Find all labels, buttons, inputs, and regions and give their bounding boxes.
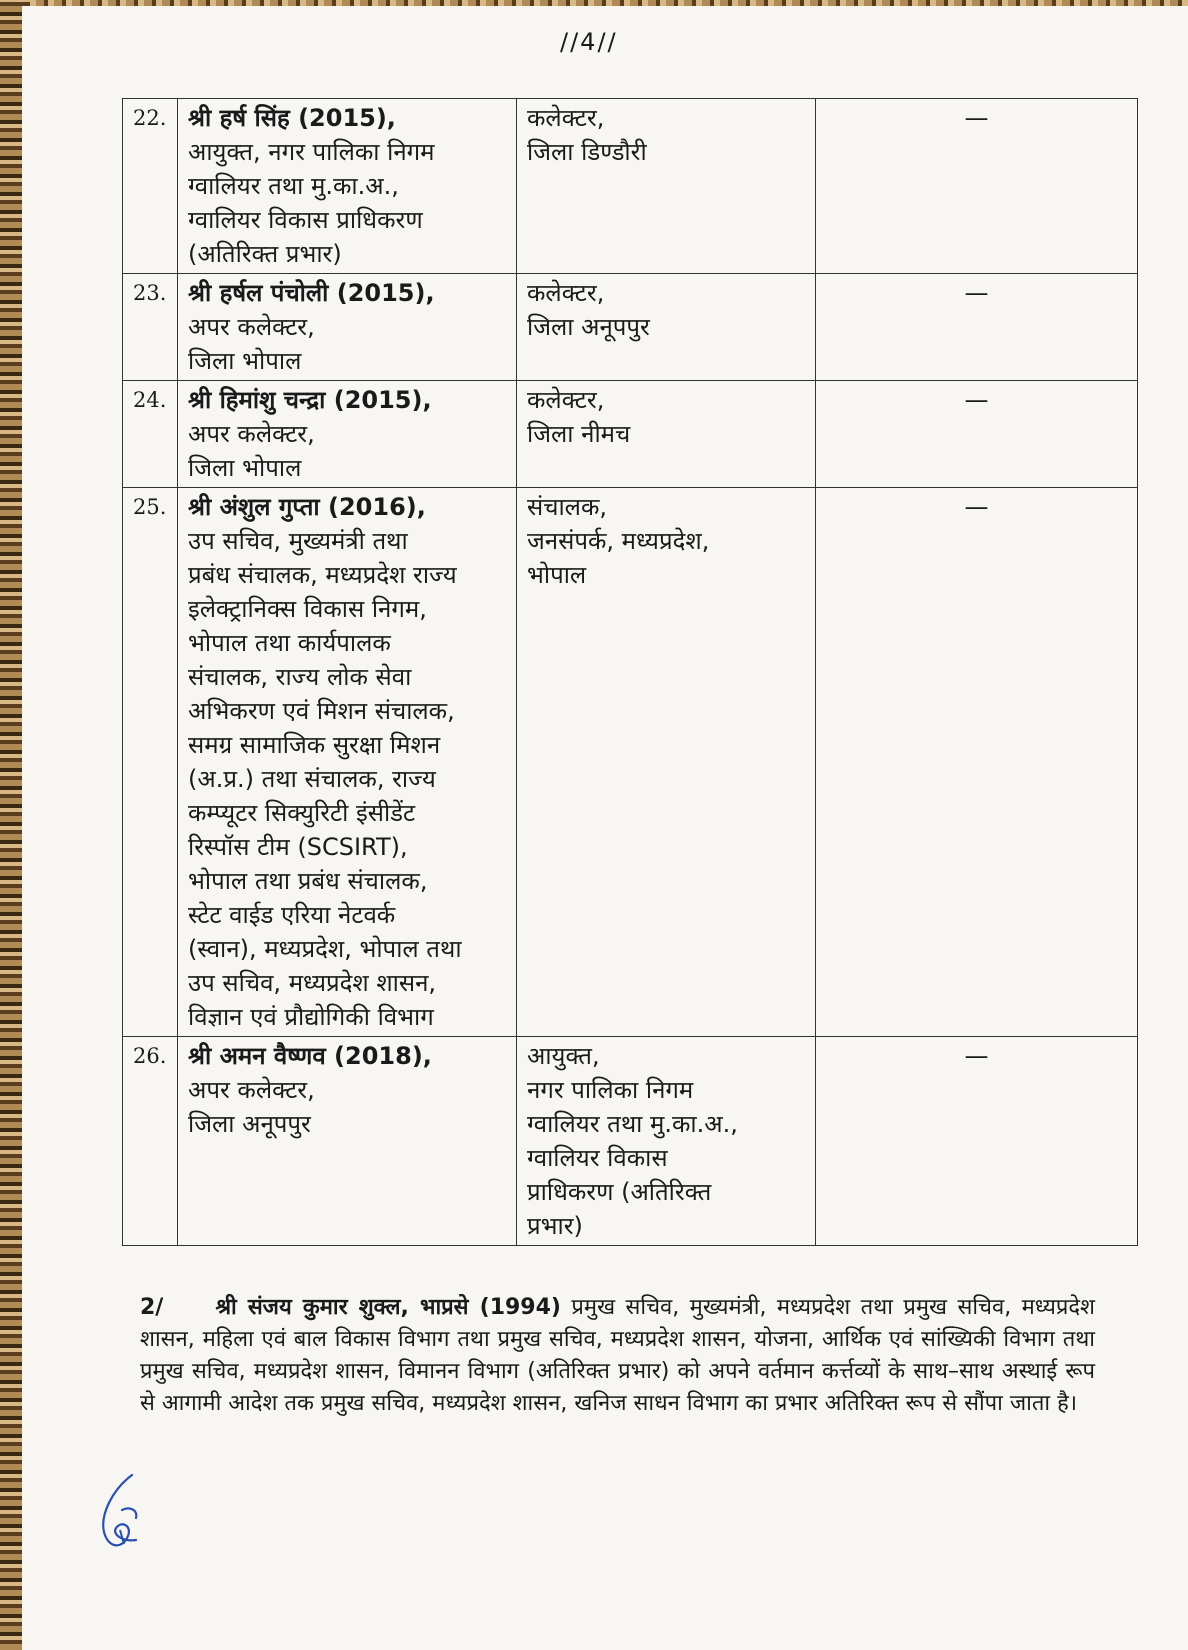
current-post-line: इलेक्ट्रानिक्स विकास निगम, — [188, 595, 427, 623]
current-post-line: भोपाल तथा प्रबंध संचालक, — [188, 867, 428, 895]
remark-cell: — — [816, 488, 1138, 1037]
current-post-line: जिला भोपाल — [188, 347, 302, 375]
current-post-line: स्टेट वाईड एरिया नेटवर्क — [188, 901, 396, 929]
current-post-line: रिस्पॉस टीम (SCSIRT), — [188, 833, 408, 861]
table-row — [123, 381, 1138, 488]
paragraph-text: प्रमुख सचिव, मुख्यमंत्री, मध्यप्रदेश तथा प्रमुख सचिव, मध्यप्रदेश शासन, महिला एवं बाल विकास विभाग तथा प्रमुख सचिव, मध्यप्रदेश शासन, योजना, आर्थिक एवं सांख्यिकी विभाग तथा प्रमुख सचिव, मध्यप्रदेश शासन, विमानन विभाग (अतिरिक्त प्रभार) को अपने वर्तमान कर्त्तव्यों के साथ–साथ अस्थाई रूप से आगामी आदेश तक प्रमुख सचिव, मध्यप्रदेश शासन, खनिज साधन विभाग का प्रभार अतिरिक्त रूप से सौंपा जाता है। — [140, 1295, 1095, 1416]
current-post-line: प्रबंध संचालक, मध्यप्रदेश राज्य — [188, 561, 457, 589]
serial-number: 22. — [123, 99, 178, 274]
new-post-cell — [517, 488, 816, 1037]
current-post-line: ग्वालियर तथा मु.का.अ., — [188, 172, 399, 200]
new-post-line: ग्वालियर विकास — [527, 1144, 668, 1172]
current-post-line: (अ.प्र.) तथा संचालक, राज्य — [188, 765, 436, 793]
new-post-line: कलेक्टर, — [527, 279, 605, 307]
officer-cell — [178, 274, 517, 381]
officer-name: श्री हर्षल पंचोली (2015), — [188, 279, 435, 307]
paragraph-prefix: 2/ — [140, 1295, 164, 1320]
new-post-line: भोपाल — [527, 561, 587, 589]
current-post-line: अभिकरण एवं मिशन संचालक, — [188, 697, 455, 725]
officer-name: श्री अमन वैष्णव (2018), — [188, 1042, 432, 1070]
serial-number: 24. — [123, 381, 178, 488]
current-post-line: ग्वालियर विकास प्राधिकरण — [188, 206, 423, 234]
current-post-line: (अतिरिक्त प्रभार) — [188, 240, 342, 268]
current-post-line: भोपाल तथा कार्यपालक — [188, 629, 391, 657]
table-row — [123, 488, 1138, 1037]
new-post-line: कलेक्टर, — [527, 104, 605, 132]
new-post-line: जिला नीमच — [527, 420, 631, 448]
officer-cell — [178, 99, 517, 274]
new-post-cell — [517, 99, 816, 274]
remark-cell: — — [816, 381, 1138, 488]
signature-mark — [92, 1470, 162, 1560]
remark-cell: — — [816, 1037, 1138, 1246]
table-row — [123, 99, 1138, 274]
new-post-cell — [517, 1037, 816, 1246]
officer-name: श्री अंशुल गुप्ता (2016), — [188, 493, 426, 521]
new-post-line: जनसंपर्क, मध्यप्रदेश, — [527, 527, 710, 555]
current-post-line: अपर कलेक्टर, — [188, 1076, 315, 1104]
table-row — [123, 1037, 1138, 1246]
new-post-line: संचालक, — [527, 493, 608, 521]
new-post-line: नगर पालिका निगम — [527, 1076, 694, 1104]
current-post-line: कम्प्यूटर सिक्युरिटी इंसीडेंट — [188, 799, 416, 827]
table-row — [123, 274, 1138, 381]
current-post-line: (स्वान), मध्यप्रदेश, भोपाल तथा — [188, 935, 462, 963]
officer-cell — [178, 381, 517, 488]
new-post-line: जिला डिण्डौरी — [527, 138, 647, 166]
current-post-line: उप सचिव, मध्यप्रदेश शासन, — [188, 969, 437, 997]
current-post-line: विज्ञान एवं प्रौद्योगिकी विभाग — [188, 1003, 434, 1031]
new-post-cell — [517, 274, 816, 381]
new-post-line: प्राधिकरण (अतिरिक्त — [527, 1178, 712, 1206]
new-post-line: प्रभार) — [527, 1212, 583, 1240]
paragraph-officer-name: श्री संजय कुमार शुक्ल, भाप्रसे (1994) — [215, 1295, 561, 1320]
paragraph-2 — [140, 1292, 1095, 1420]
officer-name: श्री हर्ष सिंह (2015), — [188, 104, 396, 132]
new-post-line: जिला अनूपपुर — [527, 313, 650, 341]
transfer-table — [122, 98, 1138, 1246]
page-number: //4// — [560, 28, 618, 56]
current-post-line: उप सचिव, मुख्यमंत्री तथा — [188, 527, 408, 555]
current-post-line: जिला भोपाल — [188, 454, 302, 482]
current-post-line: समग्र सामाजिक सुरक्षा मिशन — [188, 731, 441, 759]
current-post-line: अपर कलेक्टर, — [188, 313, 315, 341]
new-post-line: आयुक्त, — [527, 1042, 600, 1070]
current-post-line: जिला अनूपपुर — [188, 1110, 311, 1138]
officer-cell — [178, 488, 517, 1037]
officer-cell — [178, 1037, 517, 1246]
remark-cell: — — [816, 99, 1138, 274]
serial-number: 25. — [123, 488, 178, 1037]
current-post-line: आयुक्त, नगर पालिका निगम — [188, 138, 435, 166]
current-post-line: संचालक, राज्य लोक सेवा — [188, 663, 412, 691]
new-post-line: कलेक्टर, — [527, 386, 605, 414]
remark-cell: — — [816, 274, 1138, 381]
new-post-line: ग्वालियर तथा मु.का.अ., — [527, 1110, 738, 1138]
new-post-cell — [517, 381, 816, 488]
officer-name: श्री हिमांशु चन्द्रा (2015), — [188, 386, 432, 414]
current-post-line: अपर कलेक्टर, — [188, 420, 315, 448]
serial-number: 26. — [123, 1037, 178, 1246]
serial-number: 23. — [123, 274, 178, 381]
